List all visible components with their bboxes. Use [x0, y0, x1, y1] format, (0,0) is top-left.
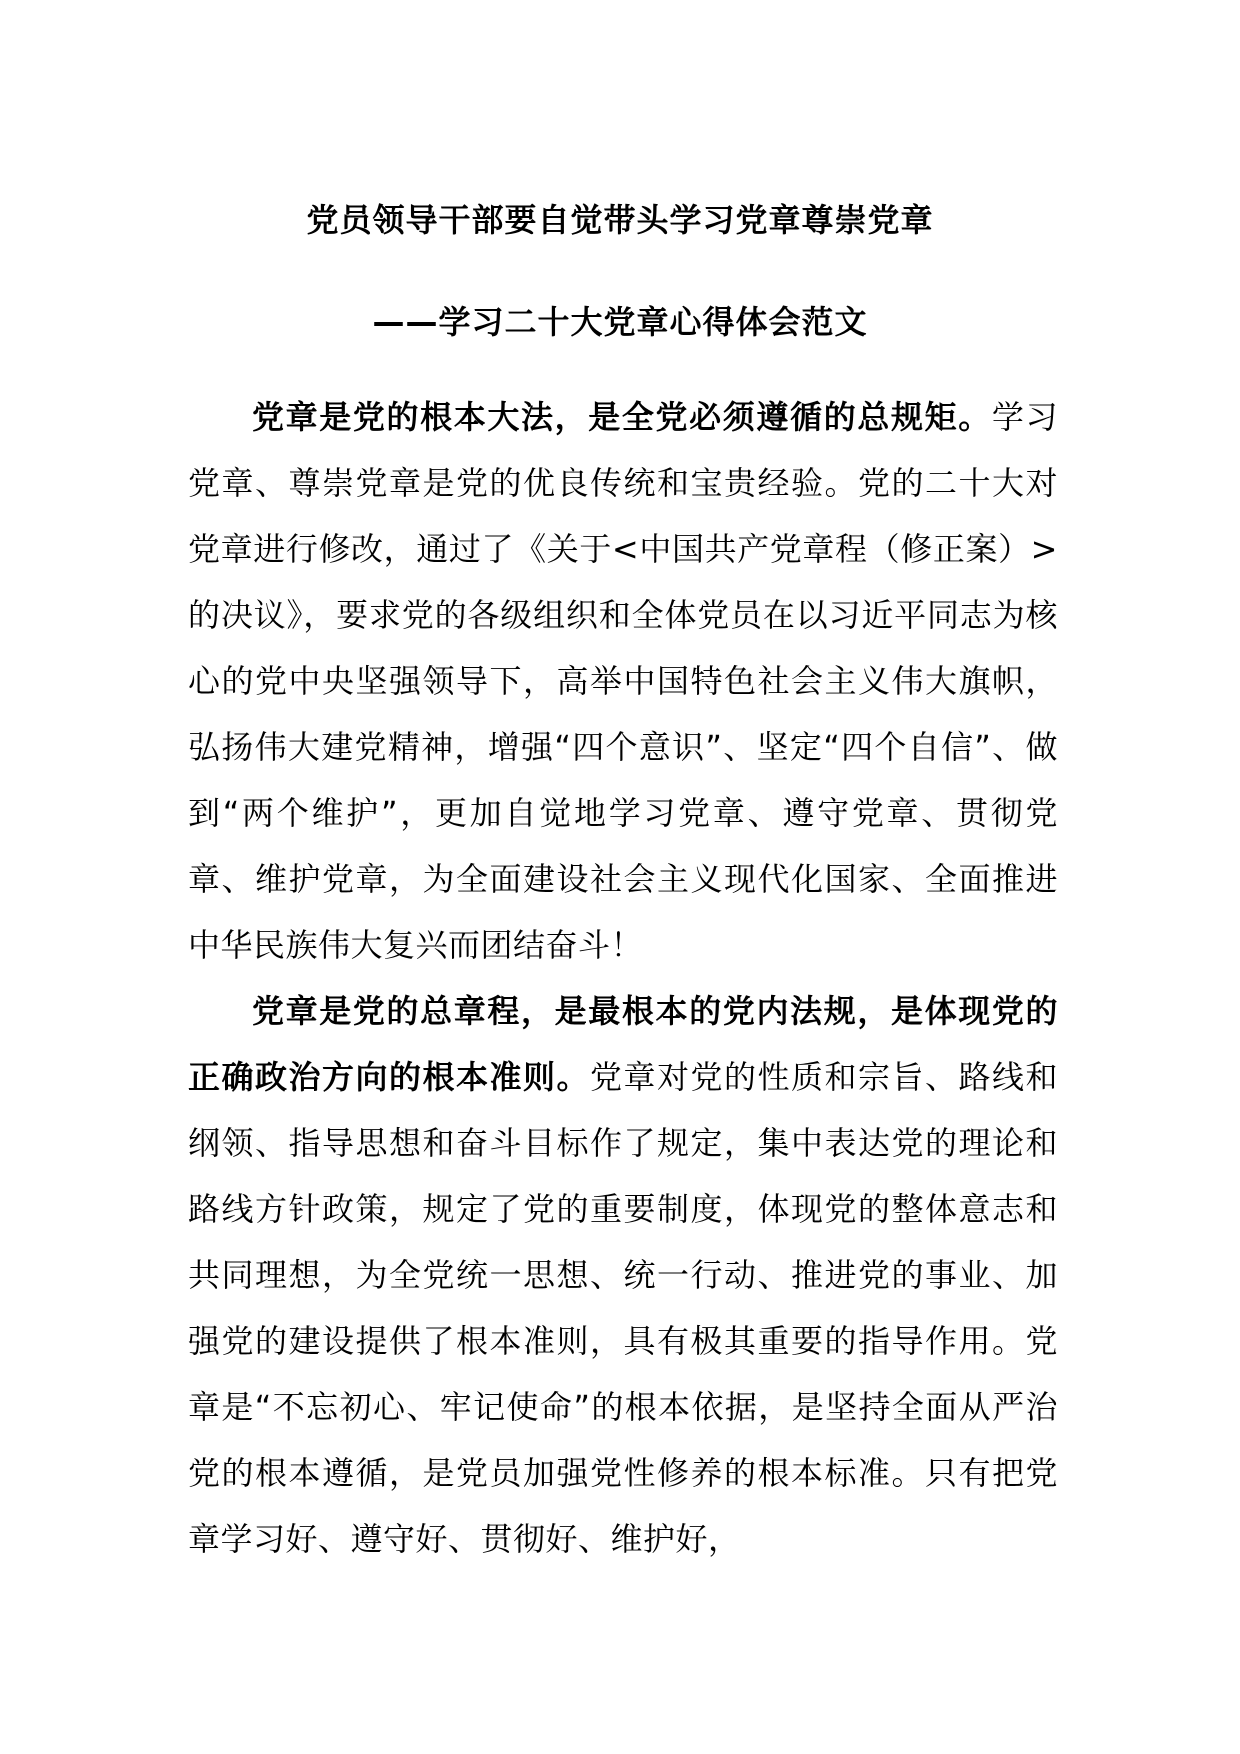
document-body — [188, 384, 1058, 1572]
paragraph-2-lead: 党章是党的总章程，是最根本的党内法规，是体现党的正确政治方向的根本准则。 — [188, 992, 1058, 1096]
paragraph-1 — [188, 384, 1058, 978]
paragraph-2 — [188, 978, 1058, 1572]
paragraph-1-lead: 党章是党的根本大法，是全党必须遵循的总规矩。 — [252, 398, 992, 436]
paragraph-2-text: 党章对党的性质和宗旨、路线和纲领、指导思想和奋斗目标作了规定，集中表达党的理论和路线方针政策，规定了党的重要制度，体现党的整体意志和共同理想，为全党统一思想、统一行动、推进党的事业、加强党的建设提供了根本准则，具有极其重要的指导作用。党章是“不忘初心、牢记使命”的根本依据，是坚持全面从严治党的根本遵循，是党员加强党性修养的根本标准。只有把党章学习好、遵守好、贯彻好、维护好， — [188, 1058, 1058, 1558]
paragraph-1-text: 学习党章、尊崇党章是党的优良传统和宝贵经验。党的二十大对党章进行修改，通过了《关于<中国共产党章程（修正案）>的决议》，要求党的各级组织和全体党员在以习近平同志为核心的党中央坚强领导下，高举中国特色社会主义伟大旗帜，弘扬伟大建党精神，增强“四个意识”、坚定“四个自信”、做到“两个维护”，更加自觉地学习党章、遵守党章、贯彻党章、维护党章，为全面建设社会主义现代化国家、全面推进中华民族伟大复兴而团结奋斗！ — [188, 398, 1058, 964]
document-title: 党员领导干部要自觉带头学习党章尊崇党章 — [306, 201, 934, 239]
document-subtitle: ——学习二十大党章心得体会范文 — [372, 303, 868, 341]
